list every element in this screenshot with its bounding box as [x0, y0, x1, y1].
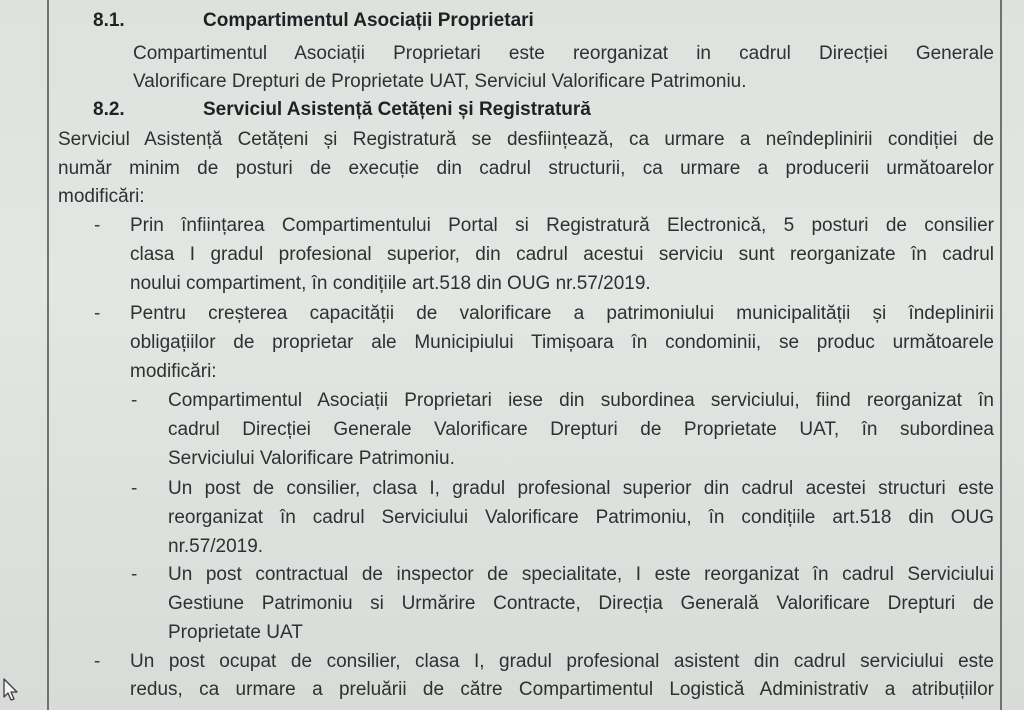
sub-list-item-line: Gestiune Patrimoniu si Urmărire Contracte, Direcția Generală Valorificare Drepturi de	[168, 593, 994, 614]
list-item-line: Un post ocupat de consilier, clasa I, gradul profesional asistent din cadrul serviciului este	[130, 651, 994, 672]
sub-list-bullet-dash: -	[131, 478, 138, 499]
list-item-line: noului compartiment, în condițiile art.518 din OUG nr.57/2019.	[130, 273, 651, 294]
list-bullet-dash: -	[94, 215, 101, 236]
sub-list-item-line: Serviciului Valorificare Patrimoniu.	[168, 448, 455, 469]
list-item-line: Prin înființarea Compartimentului Portal si Registratură Electronică, 5 posturi de consilier	[130, 215, 994, 236]
sub-list-item-line: nr.57/2019.	[168, 536, 264, 557]
sub-list-item-line: Compartimentul Asociații Proprietari iese din subordinea serviciului, fiind reorganizat în	[168, 390, 994, 411]
paragraph-line: număr minim de posturi de execuție din cadrul structurii, ca urmare a producerii următoarelor	[58, 158, 994, 179]
list-item-line: redus, ca urmare a preluării de către Compartimentul Logistică Administrativ a atribuțiilor	[130, 679, 994, 700]
section-heading: Compartimentul Asociații Proprietari	[203, 10, 534, 31]
section-number: 8.2.	[93, 99, 125, 120]
paragraph-line: Compartimentul Asociații Proprietari este reorganizat in cadrul Direcției Generale	[133, 43, 994, 64]
section-number: 8.1.	[93, 10, 125, 31]
sub-list-item-line: reorganizat în cadrul Serviciului Valorificare Patrimoniu, în condițiile art.518 din OUG	[168, 507, 994, 528]
list-item-line: clasa I gradul profesional superior, din cadrul acestui serviciu sunt reorganizate în cadrul	[130, 244, 994, 265]
list-item-line: Pentru creșterea capacității de valorificare a patrimoniului municipalității și îndeplinirii	[130, 303, 994, 324]
sub-list-item-line: Proprietate UAT	[168, 622, 303, 643]
right-margin-rule	[1000, 0, 1002, 710]
list-bullet-dash: -	[94, 651, 101, 672]
list-item-line: obligațiilor de proprietar ale Municipiului Timișoara în condominii, se produc următoarele	[130, 332, 994, 353]
paragraph-line: Serviciul Asistență Cetățeni și Registratură se desființează, ca urmare a neîndeplinirii condiției de	[58, 129, 994, 150]
sub-list-item-line: Un post de consilier, clasa I, gradul profesional superior din cadrul acestei structuri este	[168, 478, 994, 499]
section-heading: Serviciul Asistență Cetățeni și Registratură	[203, 99, 591, 120]
list-bullet-dash: -	[94, 303, 101, 324]
sub-list-item-line: Un post contractual de inspector de specialitate, I este reorganizat în cadrul Serviciului	[168, 564, 994, 585]
list-item-line: modificări:	[130, 361, 217, 382]
paragraph-line: modificări:	[58, 186, 145, 207]
sub-list-bullet-dash: -	[131, 390, 138, 411]
left-margin-rule	[47, 0, 49, 710]
paragraph-line: Valorificare Drepturi de Proprietate UAT, Serviciul Valorificare Patrimoniu.	[133, 71, 747, 92]
mouse-pointer-icon	[2, 678, 20, 702]
sub-list-bullet-dash: -	[131, 564, 138, 585]
sub-list-item-line: cadrul Direcției Generale Valorificare Drepturi de Proprietate UAT, în subordinea	[168, 419, 994, 440]
